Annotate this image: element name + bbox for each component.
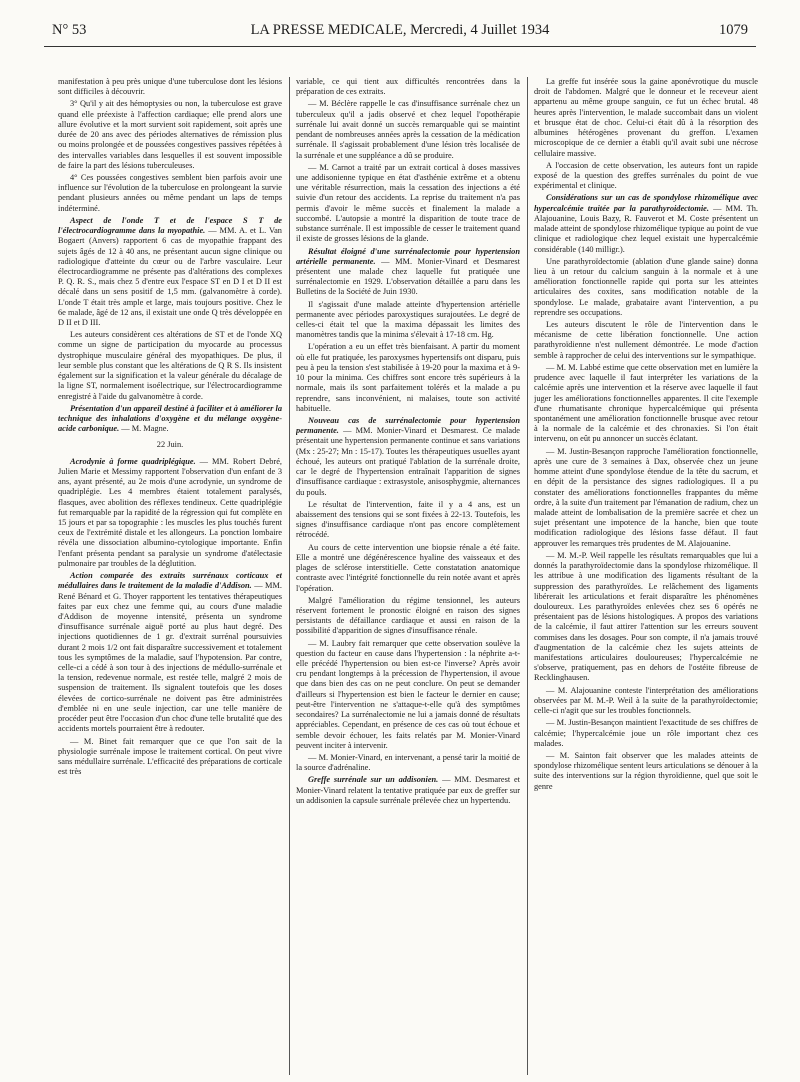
paragraph-text: Le résultat de l'intervention, faite il y a 4 ans, est un abaissement des tensions qui se sont fixées à 22-13. Toutefois, les signes d'insuffisance cardiaque n'ont pas encore complètement rétrocédé.	[296, 499, 520, 540]
article-title: Aspect de l'onde T et de l'espace S T de l'électrocardiogramme dans la myopathie.	[58, 215, 282, 236]
paragraph-text: — MM. Th. Alajouanine, Louis Bazy, R. Fauverot et M. Coste présentent un malade atteint de spondylose rhizomélique typique au point de vue clinique et radiologique chez lequel existait une hypercalcémie considérable (140 milligr.).	[534, 203, 758, 254]
paragraph	[534, 161, 758, 192]
paragraph-text: — MM. Robert Debré, Julien Marie et Messimy rapportent l'observation d'un enfant de 3 ans, ayant présenté, au 2e mois d'une acrodynie, un syndrome de quadriplégie. Les 4 membres étaient totalement paralysés, flasques, avec abolition des réflexes tendineux. Cette quadriplégie fut remarquable par la rapidité de la régression qui fut complète en 15 jours et par sa topographie : les muscles les plus touchés furent ceux de l'extrémité distale et les allongeurs. La ponction lombaire révéla une dissociation albumino-cytologique importante. Enfin l'enfant présenta pendant sa paralysie un syndrome d'atélectasie pulmonaire par troubles de la déglutition.	[58, 456, 282, 568]
column-1	[58, 77, 282, 1077]
article-paragraph	[58, 404, 282, 435]
article-paragraph	[534, 193, 758, 254]
paragraph	[296, 163, 520, 245]
paragraph	[296, 300, 520, 341]
paragraph-text: — M. Justin-Besançon rapproche l'amélioration fonctionnelle, après une cure de 3 semaines à Dax, observée chez un jeune homme atteint d'une spondylose étendue de la tête du sacrum, et en dépit de la persistance des signes radiologiques. Il a pu constater des améliorations fonctionnelles frappantes du même ordre, à la suite d'un traitement par l'émanation de radium, chez un malade atteint de lombalisation de la première sacrée et chez un sujet présentant une impotence de la hanche, bien que toute modification radiologique des lésions fasse défaut. Il faut approuver les remarques très prudentes de M. Alajouanine.	[534, 446, 758, 548]
paragraph-text: — M. Justin-Besançon maintient l'exactitude de ses chiffres de calcémie; l'hypercalcémie joue un rôle important chez ces malades.	[534, 718, 758, 748]
article-paragraph	[58, 571, 282, 735]
article-paragraph	[296, 247, 520, 298]
paragraph-text: — MM. René Bénard et G. Thoyer rapportent les tentatives thérapeutiques faites par eux chez une femme qui, au cours d'une maladie d'Addison de moyenne intensité, présenta un syndrome d'insuffisance surrénale aiguë porté au plus haut degré. Des injections quotidiennes de 1 gr. d'extrait surrénal poursuivies durant 2 mois 1/2 ont fait disparaître successivement et totalement tous les symptômes de la maladie, sauf l'hypotension. Par contre, celle-ci a cédé à son tour à des injections de médullo-surrénale et la tension, redevenue normale, est restée telle, malgré 2 mois de suspension de traitement. Ils signalent toutefois que les doses élevées de cortico-surrénale ne doivent pas être administrées d'emblée ni en une seule injection, car une telle manière de procéder peut être l'occasion d'un choc d'une telle brutalité que des accidents mortels pourraient être à redouter.	[58, 581, 282, 734]
paragraph-text: — M. Alajouanine conteste l'interprétation des améliorations observées par M. M.-P. Weil à la suite de la parathyroïdectomie; celle-ci n'agit que sur les troubles fonctionnels.	[534, 685, 758, 716]
page-header	[44, 18, 756, 47]
paragraph-text: — M. Binet fait remarquer que ce que l'on sait de la physiologie surrénale impose le traitement cortical. On peut vivre sans médullaire surrénale. L'efficacité des préparations de corticale est très	[58, 736, 282, 777]
paragraph	[296, 543, 520, 594]
paragraph-text: La greffe fut insérée sous la gaine aponévrotique du muscle droit de l'abdomen. Malgré que le donneur et le receveur aient appartenu au même groupe sanguin, ce fut un échec brutal. 48 heures après l'intervention, le malade succombait dans un violent et brusque état de choc. Celui-ci était dû à la résorption des albumines hétérogènes provenant du greffon. L'examen microscopique de ce dernier a établi qu'il avait subi une nécrose cellulaire massive.	[534, 77, 758, 158]
paragraph-text: Les auteurs discutent le rôle de l'intervention dans le mécanisme de cette libération fonctionnelle. Une action parathyroïdienne n'est nullement démontrée. Le mode d'action semble à rapprocher de celui des interventions sur le sympathique.	[534, 320, 758, 360]
paragraph-text: variable, ce qui tient aux difficultés rencontrées dans la préparation de ces extraits.	[296, 77, 520, 97]
article-title: Présentation d'un appareil destiné à faciliter et à améliorer la technique des inhalations d'oxygène et du mélange oxygène-acide carbonique.	[58, 403, 282, 434]
paragraph-text: — M. Magne.	[119, 424, 169, 434]
paragraph-text: 3° Qu'il y ait des hémoptysies ou non, la tuberculose est grave quand elle préexiste à l'affection cardiaque; elle prend alors une allure évolutive et la mort survient soit rapidement, soit après une durée de 20 ans avec des périodes alternatives de rémission plus ou moins prolongée et de poussées congestives passives répétées à des intervalles variables dans lesquelles il est souvent impossible de faire la part des lésions tuberculeuses.	[58, 99, 282, 170]
paragraph-text: Au cours de cette intervention une biopsie rénale a été faite. Elle a montré une dégénérescence hyaline des vaisseaux et des plages de sclérose interstitielle. Cette constatation anatomique contraste avec l'intégrité fonctionnelle du rein notée avant et après l'opération.	[296, 542, 520, 593]
paragraph-text: — MM. Monier-Vinard et Desmarest. Ce malade présentait une hypertension permanente continue et sans variations (Mx : 25-27; Mn : 15-17). Toutes les thérapeutiques usuelles ayant échoué, les auteurs ont pratiqué l'ablation de la surrénale droite, car le degré de l'hypertension entraînait l'apparition de signes d'insuffisance cardiaque : extrasystole, anisosphygmie, alternances du pouls.	[296, 426, 520, 497]
page-number: 1079	[719, 22, 748, 38]
article-title: Acrodynie à forme quadriplégique.	[70, 456, 196, 466]
paragraph	[534, 257, 758, 318]
paragraph-text: Malgré l'amélioration du régime tensionnel, les auteurs réservent fortement le pronostic éloigné en raison des signes persistants de défaillance cardiaque et aussi en raison de la possibilité d'apparition de signes d'insuffisance rénale.	[296, 595, 520, 636]
paragraph-text: L'opération a eu un effet très bienfaisant. A partir du moment où elle fut pratiquée, les paroxysmes hypertensifs ont disparu, puis peu à peu la tension s'est stabilisée à 19-20 pour la maxima et à 9-10 pour la minima. Ces chiffres sont encore très supérieurs à la normale, mais ils sont parfaitement tolérés et la malade a pu reprendre, sans inconvénient, ni malaises, toute son activité habituelle.	[296, 342, 520, 413]
paragraph-text: — M. Monier-Vinard, en intervenant, a pensé tarir la moitié de la source d'adrénaline.	[296, 753, 520, 773]
article-title: Résultat éloigné d'une surrénalectomie pour hypertension artérielle permanente.	[296, 246, 520, 266]
paragraph	[296, 99, 520, 160]
paragraph-text: manifestation à peu près unique d'une tuberculose dont les lésions sont difficiles à découvrir.	[58, 77, 282, 97]
paragraph-text: — M. M.-P. Weil rappelle les résultats remarquables que lui a donnés la parathyroïdectomie dans la spondylose rhizomélique. Il les attribue à une modification des ligaments résultant de la suppression des parathyroïdes. Le relâchement des ligaments libérerait les articulations et ferait disparaître les phénomènes douloureux. Les parathyroïdes enlevées chez ses 6 opérés ne présentaient pas de lésions histologiques. A propos des variations de la calcémie, il faut attirer l'attention sur les erreurs souvent commises dans les dosages. Pour son compte, il n'a jamais trouvé d'augmentation de la calcémie chez les sujets atteints de manifestations articulaires douloureuses; l'hypercalcémie ne s'observe, pratiquement, pas en dehors de l'ostéite fibreuse de Recklinghausen.	[534, 550, 758, 683]
paragraph-text: Une parathyroïdectomie (ablation d'une glande saine) donna lieu à un retour du calcium sanguin à la normale et à une amélioration fonctionnelle rapide qui porta sur les atteintes articulaires des coxites, sans modification notable de la spondylose. Le malade, grabataire avant l'intervention, a pu reprendre ses occupations.	[534, 256, 758, 317]
paragraph	[534, 718, 758, 749]
article-title: Considérations sur un cas de spondylose rhizomélique avec hypercalcémie traitée par la parathyroidectomie.	[534, 193, 758, 213]
paragraph-text: — MM. Monier-Vinard et Desmarest présentent une malade chez laquelle fut pratiquée une surrénalectomie en 1929. L'observation détaillée a paru dans les Bulletins de la Société de Juin 1930.	[296, 256, 520, 297]
paragraph-text: 4° Ces poussées congestives semblent bien parfois avoir une influence sur l'évolution de la tuberculose en prolongeant la survie pendant plusieurs années ou même pendant un laps de temps indéterminé.	[58, 172, 282, 213]
article-columns	[58, 77, 766, 1077]
paragraph	[58, 330, 282, 402]
paragraph	[296, 500, 520, 541]
paragraph-text: — MM. Desmarest et Monier-Vinard relatent la tentative pratiquée par eux de greffer sur un addisonien la capsule surrénale prélevée chez un hypertendu.	[296, 775, 520, 805]
paragraph	[534, 320, 758, 361]
paragraph	[296, 639, 520, 751]
article-paragraph	[296, 775, 520, 806]
paragraph-text: A l'occasion de cette observation, les auteurs font un rapide exposé de la question des greffes surrénales du point de vue expérimental et clinique.	[534, 160, 758, 191]
column-3	[534, 77, 758, 1077]
paragraph	[58, 173, 282, 214]
paragraph-text: Les auteurs considèrent ces altérations de ST et de l'onde XQ comme un signe de participation du myocarde au processus dystrophique musculaire général des myopathiques. De plus, il leur semble plus constant que les altérations de Q R S. Ils insistent également sur la signification et la valeur générale du décalage de la ligne ST, normalement isoélectrique, sur l'électrocardiogramme enregistré à l'aide du galvanomètre à corde.	[58, 330, 282, 401]
session-date: 22 Juin.	[156, 440, 184, 450]
paragraph	[58, 77, 282, 97]
paragraph	[534, 551, 758, 684]
article-paragraph	[58, 216, 282, 328]
paragraph	[296, 342, 520, 414]
article-paragraph	[296, 416, 520, 498]
paragraph	[534, 447, 758, 549]
paragraph	[534, 363, 758, 445]
journal-title: LA PRESSE MEDICALE, Mercredi, 4 Juillet 1934	[250, 22, 550, 38]
article-title: Nouveau cas de surrénalectomie pour hypertension permanente.	[296, 416, 520, 436]
paragraph	[534, 686, 758, 717]
issue-number: N° 53	[52, 22, 87, 38]
paragraph-text: — M. Sainton fait observer que les malades atteints de spondylose rhizomélique sentent leurs articulations se dénouer à la suite des interventions sur la région thyroïdienne, quel que soit le genre	[534, 751, 758, 791]
paragraph	[296, 77, 520, 97]
paragraph-text: — M. Laubry fait remarquer que cette observation soulève la question du facteur en cause dans l'hypertension : la néphrite a-t-elle précédé l'hypertension ou bien est-ce l'inverse? Après avoir cru pendant longtemps à la précession de l'hypertension, il avoue que dans bien des cas on ne peut conclure. On peut se demander d'ailleurs si l'hypertension est bien le facteur le dernier en cause; peut-être l'intervention ne s'attaque-t-elle qu'à des symptômes secondaires? La surrénalectomie ne lui a jamais donné de résultats appréciables. Cependant, en présence de ces cas où tout échoue et semble devoir échouer, les faits relatés par M. Monier-Vinard peuvent inciter à intervenir.	[296, 638, 520, 750]
paragraph-text: — MM. A. et L. Van Bogaert (Anvers) rapportent 6 cas de myopathie frappant des sujets âgés de 12 à 40 ans, ne présentant aucun signe clinique ou radiologique d'atteinte du cœur ou de l'arbre vasculaire. Leur électrocardiogramme ne présente pas d'altérations des complexes P. Q. R. S., mais chez 5 d'entre eux l'espace ST en D I et D II est décalé dans un sens positif de 1,5 mm. (galvanomètre à corde). L'onde T était très ample et large, mais toujours positive. Chez le 6e malade, âgé de 12 ans, il existait une onde Q très développée en D II et D III.	[58, 226, 282, 328]
article-title: Action comparée des extraits surrénaux corticaux et médullaires dans le traitement de la maladie d'Addison.	[58, 571, 282, 591]
paragraph	[296, 596, 520, 637]
column-divider	[289, 77, 290, 1075]
paragraph	[534, 77, 758, 159]
paragraph-text: Il s'agissait d'une malade atteinte d'hypertension artérielle permanente avec périodes paroxystiques surajoutées. Le degré de celles-ci était tel que la maxima dépassait les limites des manomètres tandis que la minima s'élevait à 17-18 cm. Hg.	[296, 299, 520, 340]
paragraph	[58, 737, 282, 778]
paragraph	[534, 751, 758, 792]
paragraph-text: — M. Carnot a traité par un extrait cortical à doses massives une addisonienne typique en état d'asthénie extrême et a obtenu une véritable résurrection, mais la cessation des injections a été suivie d'un retour des accidents. La reprise du traitement n'a pas permis d'avoir le même succès et finalement la malade a succombé. L'autopsie a montré la disparition de toute trace de substance surrénale. Il est impossible de cesser le traitement quand il existe de grosses lésions de la glande.	[296, 162, 520, 244]
paragraph	[296, 753, 520, 773]
article-paragraph	[58, 457, 282, 569]
column-divider	[527, 77, 528, 1075]
column-2	[296, 77, 520, 1077]
paragraph-text: — M. Béclère rappelle le cas d'insuffisance surrénale chez un tuberculeux qu'il a jadis observé et chez lequel l'opothérapie surrénale lui avait donné un succès remarquable qui se maintint pendant de nombreuses années après la cessation de la médication surrénale. Il s'agissait probablement d'une lésion très localisée de la surrénale et une suppléance a dû se produire.	[296, 99, 520, 160]
article-title: Greffe surrénale sur un addisonien.	[308, 775, 439, 785]
paragraph	[58, 99, 282, 171]
paragraph-text: — M. M. Labbé estime que cette observation met en lumière la prudence avec laquelle il faut interpréter les variations de la calcémie après une intervention et la réserve avec laquelle il faut juger les améliorations fonctionnelles apparentes. Il cite l'exemple d'une rhumatisante chronique hypercalcémique qui présenta spontanément une amélioration fonctionnelle brusque avec retour à la normale de la calcémie et des chronaxies. Si l'on était intervenu, on eût pu annoncer un succès éclatant.	[534, 362, 758, 444]
